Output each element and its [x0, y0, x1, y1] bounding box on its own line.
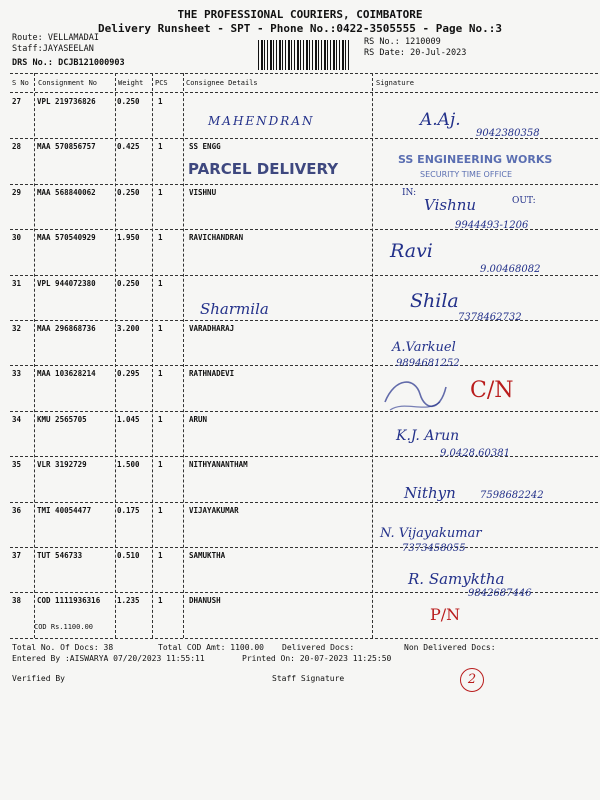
cell-weight: 0.250: [117, 187, 140, 197]
cell-sno: 35: [12, 460, 22, 470]
signature: Ravi: [390, 240, 433, 262]
col-divider: [183, 73, 184, 638]
signature: Vishnu: [424, 196, 477, 214]
cell-consignee: SAMUKTHA: [189, 551, 226, 560]
drs-line: [12, 58, 125, 68]
rs-no-line: [364, 37, 441, 47]
cell-sno: 34: [12, 414, 22, 424]
table-header-rule: [10, 92, 598, 93]
table-top-rule: [10, 73, 598, 74]
red-pen-mark: P/N: [430, 605, 461, 624]
cell-sno: 33: [12, 369, 22, 379]
cell-consignment-no: VPL 944072380: [37, 278, 96, 288]
row-separator: [10, 365, 598, 366]
cell-weight: 1.045: [117, 414, 140, 424]
cell-pcs: 1: [158, 369, 163, 379]
cell-pcs: 1: [158, 414, 163, 424]
col-header-weight: Weight: [118, 79, 144, 87]
row-separator: [10, 184, 598, 185]
cell-consignee: VISHNU: [189, 187, 217, 197]
printed-on-label: Printed On:: [242, 654, 295, 663]
col-header-consignment: Consignment No: [38, 79, 98, 87]
cell-cod-amount: COD Rs.1100.00: [34, 623, 94, 632]
table-bottom-rule: [10, 638, 598, 639]
cell-sno: 28: [12, 142, 22, 152]
rs-no-value: 1210009: [404, 37, 441, 47]
route-line: [12, 33, 99, 43]
col-header-pcs: PCS: [155, 79, 168, 87]
scribble-mark: [380, 372, 450, 416]
cell-consignment-no: MAA 570856757: [37, 142, 96, 152]
handwritten-phone: 9.0428.60381: [440, 448, 510, 459]
signature: R. Samyktha: [408, 570, 505, 588]
cell-pcs: 1: [158, 142, 163, 152]
cell-sno: 27: [12, 97, 22, 106]
col-divider: [152, 73, 153, 638]
cell-pcs: 1: [158, 278, 163, 288]
handwritten-phone: 7598682242: [480, 490, 544, 501]
cell-consignment-no: COD 1111936316: [37, 596, 101, 606]
cell-pcs: 1: [158, 187, 163, 197]
handwritten-name: Sharmila: [200, 300, 269, 318]
cell-consignee: RAVICHANDRAN: [189, 233, 244, 243]
cell-consignee: ARUN: [189, 414, 208, 424]
col-divider: [115, 73, 116, 638]
cell-sno: 32: [12, 324, 22, 333]
company-stamp: SS ENGINEERING WORKS: [398, 153, 553, 166]
handwritten-phone: 9.00468082: [480, 264, 541, 275]
cell-consignee: RATHNADEVI: [189, 369, 235, 379]
cell-consignee: DHANUSH: [189, 596, 221, 606]
cell-consignment-no: MAA 568840062: [37, 187, 96, 197]
cell-pcs: 1: [158, 233, 163, 243]
drs-label: DRS No.:: [12, 58, 53, 68]
circled-page-number: 2: [460, 668, 484, 692]
company-stamp-subline: SECURITY TIME OFFICE: [420, 170, 513, 179]
route-value: VELLAMADAI: [47, 33, 100, 43]
cell-consignee: NITHYANANTHAM: [189, 460, 248, 470]
handwritten-phone: 9894681252: [396, 358, 460, 369]
cell-consignment-no: KMU 2565705: [37, 414, 87, 424]
rs-date-value: 20-Jul-2023: [410, 48, 467, 58]
cell-consignment-no: MAA 296868736: [37, 324, 96, 333]
cell-consignee: VIJAYAKUMAR: [189, 505, 239, 515]
total-docs: [12, 643, 113, 652]
cell-pcs: 1: [158, 460, 163, 470]
total-cod: [158, 643, 264, 652]
cell-sno: 29: [12, 187, 22, 197]
col-header-consignee: Consignee Details: [186, 79, 258, 87]
cell-weight: 0.250: [117, 97, 140, 106]
page-subtitle: Delivery Runsheet - SPT - Phone No.:0422-3505555 - Page No.:3: [98, 22, 502, 35]
total-docs-label: Total No. Of Docs:: [12, 643, 99, 652]
cell-weight: 0.175: [117, 505, 140, 515]
row-separator: [10, 502, 598, 503]
cell-consignee: SS ENGG: [189, 142, 221, 152]
total-docs-value: 38: [103, 643, 114, 652]
cell-sno: 31: [12, 278, 22, 288]
entered-by-label: Entered By :: [12, 654, 70, 663]
route-label: Route:: [12, 33, 43, 43]
cell-pcs: 1: [158, 97, 163, 106]
cell-consignment-no: VPL 219736826: [37, 97, 96, 106]
rs-no-label: RS No.:: [364, 37, 400, 47]
cell-consignment-no: MAA 103628214: [37, 369, 96, 379]
printed-on-value: 20-07-2023 11:25:50: [299, 654, 392, 663]
cell-sno: 36: [12, 505, 22, 515]
cell-pcs: 1: [158, 551, 163, 560]
drs-value: DCJB121000903: [58, 58, 125, 68]
parcel-delivery-stamp: PARCEL DELIVERY: [188, 160, 339, 178]
cell-weight: 3.200: [117, 324, 140, 333]
cell-consignment-no: TMI 40054477: [37, 505, 92, 515]
handwritten-phone: 9042380358: [476, 128, 540, 139]
staff-value: JAYASEELAN: [42, 44, 94, 54]
signature: K.J. Arun: [396, 428, 460, 444]
col-divider: [372, 73, 373, 638]
red-pen-mark: C/N: [470, 378, 514, 403]
cell-pcs: 1: [158, 505, 163, 515]
cell-sno: 37: [12, 551, 22, 560]
staff-line: [12, 44, 94, 54]
handwritten-phone: 7378462732: [458, 312, 522, 323]
col-divider: [34, 73, 35, 638]
signature: Shila: [410, 290, 459, 312]
cell-consignment-no: MAA 570540929: [37, 233, 96, 243]
total-cod-value: 1100.00: [230, 643, 264, 652]
cell-weight: 0.295: [117, 369, 140, 379]
col-header-sno: S No: [12, 79, 29, 87]
rs-date-line: [364, 48, 466, 58]
cell-consignee: VARADHARAJ: [189, 324, 235, 333]
cell-consignment-no: VLR 3192729: [37, 460, 87, 470]
cell-pcs: 1: [158, 324, 163, 333]
cell-sno: 38: [12, 596, 22, 606]
delivered-docs: Delivered Docs:: [282, 643, 355, 652]
cell-sno: 30: [12, 233, 22, 243]
entered-by: [12, 654, 205, 663]
printed-on: [242, 654, 391, 663]
page-title: THE PROFESSIONAL COURIERS, COIMBATORE: [177, 8, 423, 21]
cell-weight: 1.500: [117, 460, 140, 470]
handwritten-phone: 9944493-1206: [455, 220, 529, 231]
cell-consignment-no: TUT 546733: [37, 551, 83, 560]
cell-weight: 0.425: [117, 142, 140, 152]
rs-date-label: RS Date:: [364, 48, 405, 58]
cell-weight: 0.250: [117, 278, 140, 288]
cell-weight: 1.950: [117, 233, 140, 243]
handwritten-name: MAHENDRAN: [208, 114, 315, 128]
row-separator: [10, 547, 598, 548]
barcode: [258, 40, 350, 70]
signature: Nithyn: [404, 484, 456, 502]
total-cod-label: Total COD Amt:: [158, 643, 226, 652]
handwritten-phone: 7373458055: [402, 543, 466, 554]
entered-by-value: AISWARYA 07/20/2023 11:55:11: [69, 654, 205, 663]
row-separator: [10, 411, 598, 412]
non-delivered-docs: Non Delivered Docs:: [404, 643, 496, 652]
cell-weight: 1.235: [117, 596, 140, 606]
handwritten-label: OUT:: [512, 196, 536, 206]
cell-weight: 0.510: [117, 551, 140, 560]
col-header-signature: Signature: [376, 79, 414, 87]
signature: N. Vijayakumar: [380, 526, 482, 541]
signature: A.Varkuel: [392, 340, 456, 355]
staff-label: Staff:: [12, 44, 43, 54]
cell-pcs: 1: [158, 596, 163, 606]
verified-by: Verified By: [12, 674, 65, 683]
staff-signature: Staff Signature: [272, 674, 345, 683]
signature: A.Aj.: [420, 110, 461, 130]
handwritten-phone: 9842687446: [468, 588, 532, 599]
handwritten-label: IN:: [402, 188, 417, 198]
